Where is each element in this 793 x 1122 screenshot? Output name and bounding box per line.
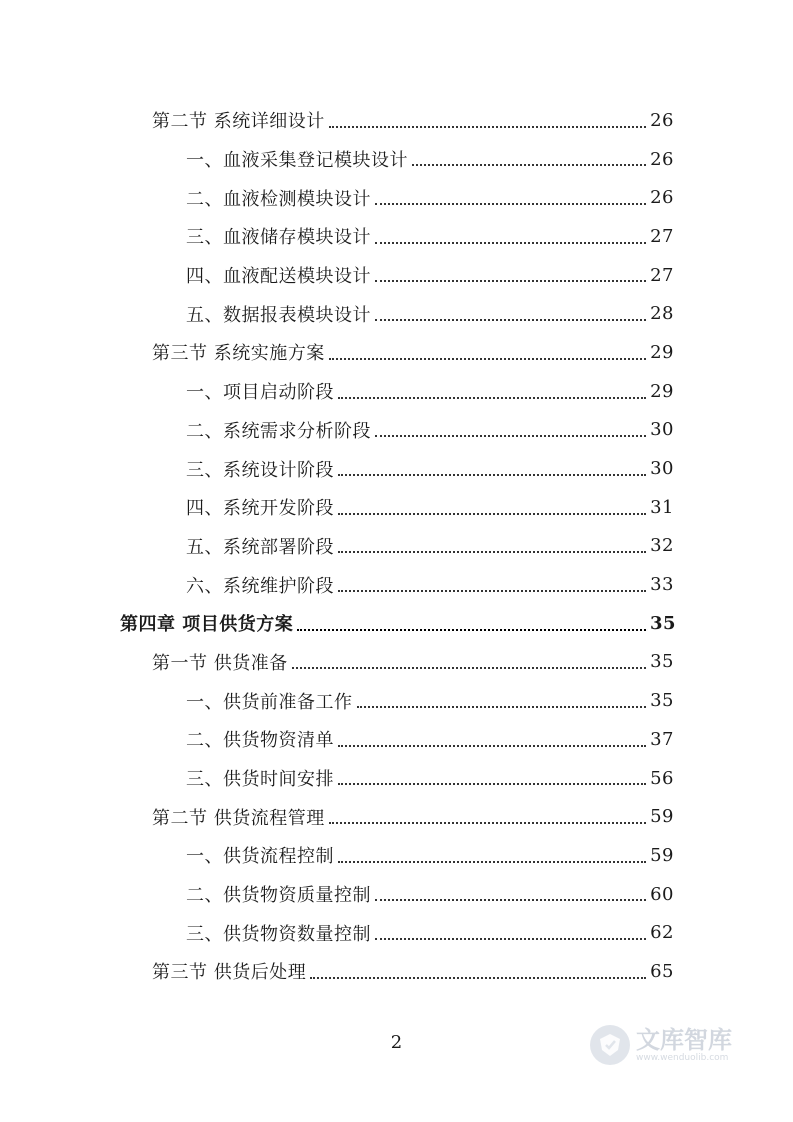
toc-entry-page: 31 [650,496,674,518]
toc-leader-dots [310,976,646,979]
toc-entry[interactable] [0,913,674,952]
toc-leader-dots [375,318,646,321]
toc-entry-page: 29 [650,341,674,363]
toc-entry[interactable] [0,643,674,682]
toc-entry[interactable] [0,217,674,256]
toc-entry-label: 第二节 系统详细设计 [152,111,325,133]
toc-entry[interactable] [0,449,674,488]
toc-leader-dots [338,782,646,785]
toc-entry[interactable] [0,256,674,295]
toc-entry-page: 26 [650,187,674,209]
toc-entry[interactable] [0,604,677,643]
toc-leader-dots [338,589,646,592]
watermark-title: 文库智库 [636,1025,732,1054]
toc-leader-dots [329,125,646,128]
toc-entry[interactable] [0,875,674,914]
toc-entry-label: 一、供货前准备工作 [186,691,353,713]
watermark [590,1020,760,1070]
toc-leader-dots [357,705,647,708]
toc-entry-page: 26 [650,148,674,170]
page-number: 2 [390,1032,403,1053]
toc-entry-label: 第四章 项目供货方案 [120,614,294,636]
toc-entry-label: 二、供货物资质量控制 [186,885,371,907]
toc-entry-page: 59 [650,806,674,828]
toc-entry[interactable] [0,836,674,875]
toc-entry[interactable] [0,797,674,836]
toc-entry-page: 35 [650,651,674,673]
toc-entry-label: 二、血液检测模块设计 [186,188,371,210]
toc-entry[interactable] [0,720,674,759]
toc-entry[interactable] [0,140,674,179]
toc-leader-dots [375,937,646,940]
toc-entry-label: 四、系统开发阶段 [186,498,334,520]
toc-leader-dots [329,821,646,824]
toc-leader-dots [412,163,646,166]
toc-entry-label: 三、供货时间安排 [186,769,334,791]
toc-entry-page: 29 [650,380,674,402]
toc-entry[interactable] [0,411,674,450]
toc-leader-dots [338,744,646,747]
toc-leader-dots [375,241,646,244]
toc-entry-label: 五、系统部署阶段 [186,536,334,558]
toc-entry-page: 26 [650,109,674,131]
table-of-contents [0,101,793,991]
toc-entry[interactable] [0,372,674,411]
toc-entry-page: 30 [650,458,674,480]
toc-entry-label: 一、项目启动阶段 [186,382,334,404]
toc-entry-page: 27 [650,225,674,247]
toc-entry-page: 33 [650,574,674,596]
toc-entry-label: 三、系统设计阶段 [186,459,334,481]
toc-entry-label: 二、系统需求分析阶段 [186,420,371,442]
toc-entry[interactable] [0,759,674,798]
toc-entry[interactable] [0,294,674,333]
toc-entry[interactable] [0,178,674,217]
toc-entry-label: 三、血液储存模块设计 [186,227,371,249]
toc-entry-page: 28 [650,303,674,325]
toc-entry[interactable] [0,681,674,720]
toc-entry[interactable] [0,527,674,566]
toc-leader-dots [292,666,646,669]
toc-leader-dots [338,396,646,399]
toc-entry[interactable] [0,333,674,372]
toc-entry[interactable] [0,488,674,527]
toc-leader-dots [375,202,646,205]
toc-entry-label: 二、供货物资清单 [186,730,334,752]
toc-entry-page: 62 [650,922,674,944]
toc-entry-label: 第一节 供货准备 [152,652,288,674]
toc-leader-dots [338,512,646,515]
toc-entry-page: 65 [650,960,674,982]
toc-leader-dots [338,550,646,553]
toc-leader-dots [338,860,646,863]
toc-entry-label: 四、血液配送模块设计 [186,266,371,288]
toc-leader-dots [375,279,646,282]
toc-leader-dots [375,898,646,901]
toc-entry-page: 56 [650,767,674,789]
toc-entry[interactable] [0,101,674,140]
toc-leader-dots [297,628,646,631]
toc-entry-page: 59 [650,844,674,866]
toc-entry[interactable] [0,565,674,604]
toc-leader-dots [338,473,646,476]
toc-leader-dots [329,357,646,360]
toc-entry-page: 37 [650,728,674,750]
toc-entry-label: 五、数据报表模块设计 [186,304,371,326]
toc-entry-page: 60 [650,883,674,905]
toc-entry-label: 六、系统维护阶段 [186,575,334,597]
toc-entry-label: 第三节 系统实施方案 [152,343,325,365]
watermark-url: www.wenduolib.com [636,1052,729,1063]
toc-entry-page: 35 [650,612,677,634]
toc-entry-label: 第三节 供货后处理 [152,962,307,984]
toc-entry-label: 一、供货流程控制 [186,846,334,868]
toc-leader-dots [375,434,646,437]
watermark-logo-icon [590,1025,630,1065]
toc-entry-page: 32 [650,535,674,557]
toc-entry-label: 第二节 供货流程管理 [152,807,325,829]
toc-entry-page: 27 [650,264,674,286]
toc-entry-label: 一、血液采集登记模块设计 [186,150,408,172]
toc-entry[interactable] [0,952,674,991]
toc-entry-label: 三、供货物资数量控制 [186,923,371,945]
toc-entry-page: 30 [650,419,674,441]
toc-entry-page: 35 [650,690,674,712]
